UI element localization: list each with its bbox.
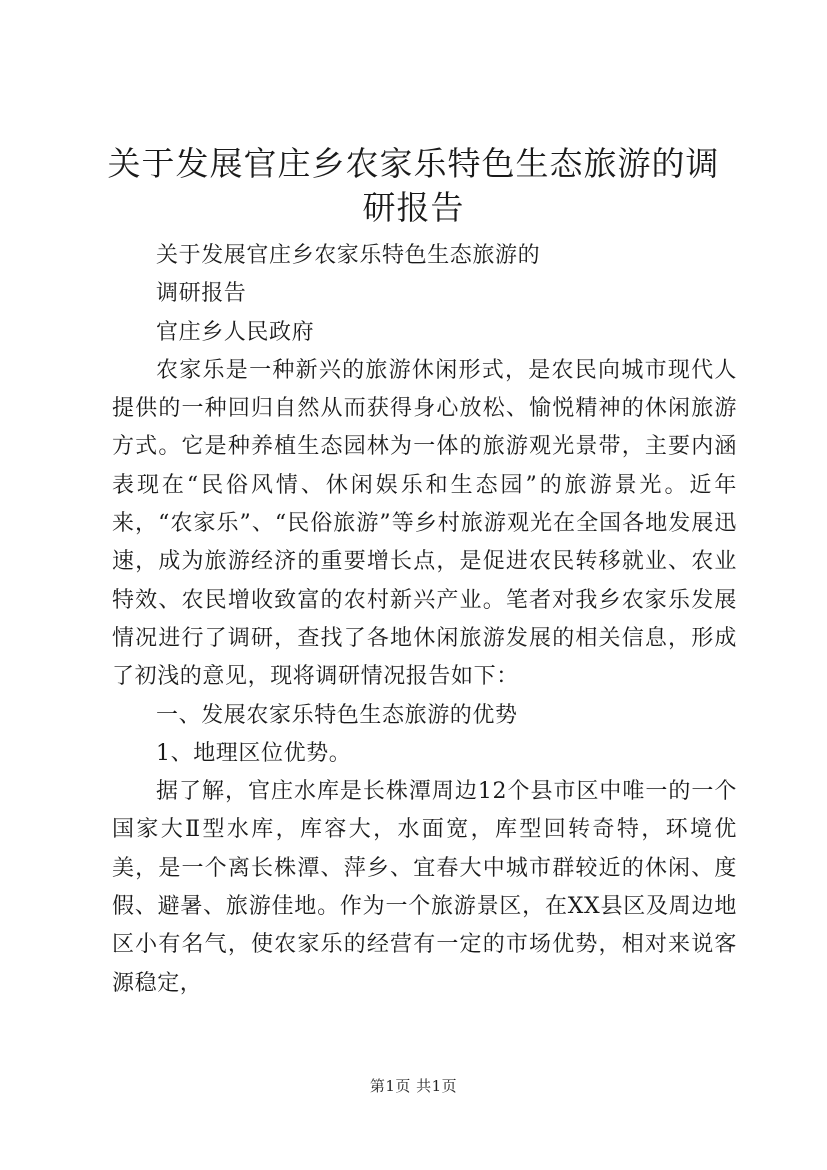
section-heading: 一、发展农家乐特色生态旅游的优势 (156, 702, 518, 728)
subtitle-line-2: 调研报告 (156, 281, 247, 307)
document-body (112, 237, 737, 1003)
body-paragraph: 据了解，官庄水库是长株潭周边12个县市区中唯一的一个国家大Ⅱ型水库，库容大，水面宽，库型回转奇特，环境优美，是一个离长株潭、萍乡、宜春大中城市群较近的休闲、度假、避暑、旅游佳地。作为一个旅游景区，在XX县区及周边地区小有名气，使农家乐的经营有一定的市场优势，相对来说客源稳定， (112, 779, 737, 996)
author-line: 官庄乡人民政府 (156, 319, 315, 345)
subtitle-line-1: 关于发展官庄乡农家乐特色生态旅游的 (156, 243, 541, 268)
intro-paragraph: 农家乐是一种新兴的旅游休闲形式，是农民向城市现代人提供的一种回归自然从而获得身心放松、愉悦精神的休闲旅游方式。它是种养植生态园林为一体的旅游观光景带，主要内涵表现在“民俗风情、休闲娱乐和生态园”的旅游景光。近年来，“农家乐”、“民俗旅游”等乡村旅游观光在全国各地发展迅速，成为旅游经济的重要增长点，是促进农民转移就业、农业特效、农民增收致富的农村新兴产业。笔者对我乡农家乐发展情况进行了调研，查找了各地休闲旅游发展的相关信息，形成了初浅的意见，现将调研情况报告如下： (112, 357, 737, 690)
page-footer: 第1页 共1页 (369, 1077, 458, 1095)
document-title: 关于发展官庄乡农家乐特色生态旅游的调研报告 (107, 144, 720, 227)
subsection-heading: 1、地理区位优势。 (156, 740, 352, 766)
